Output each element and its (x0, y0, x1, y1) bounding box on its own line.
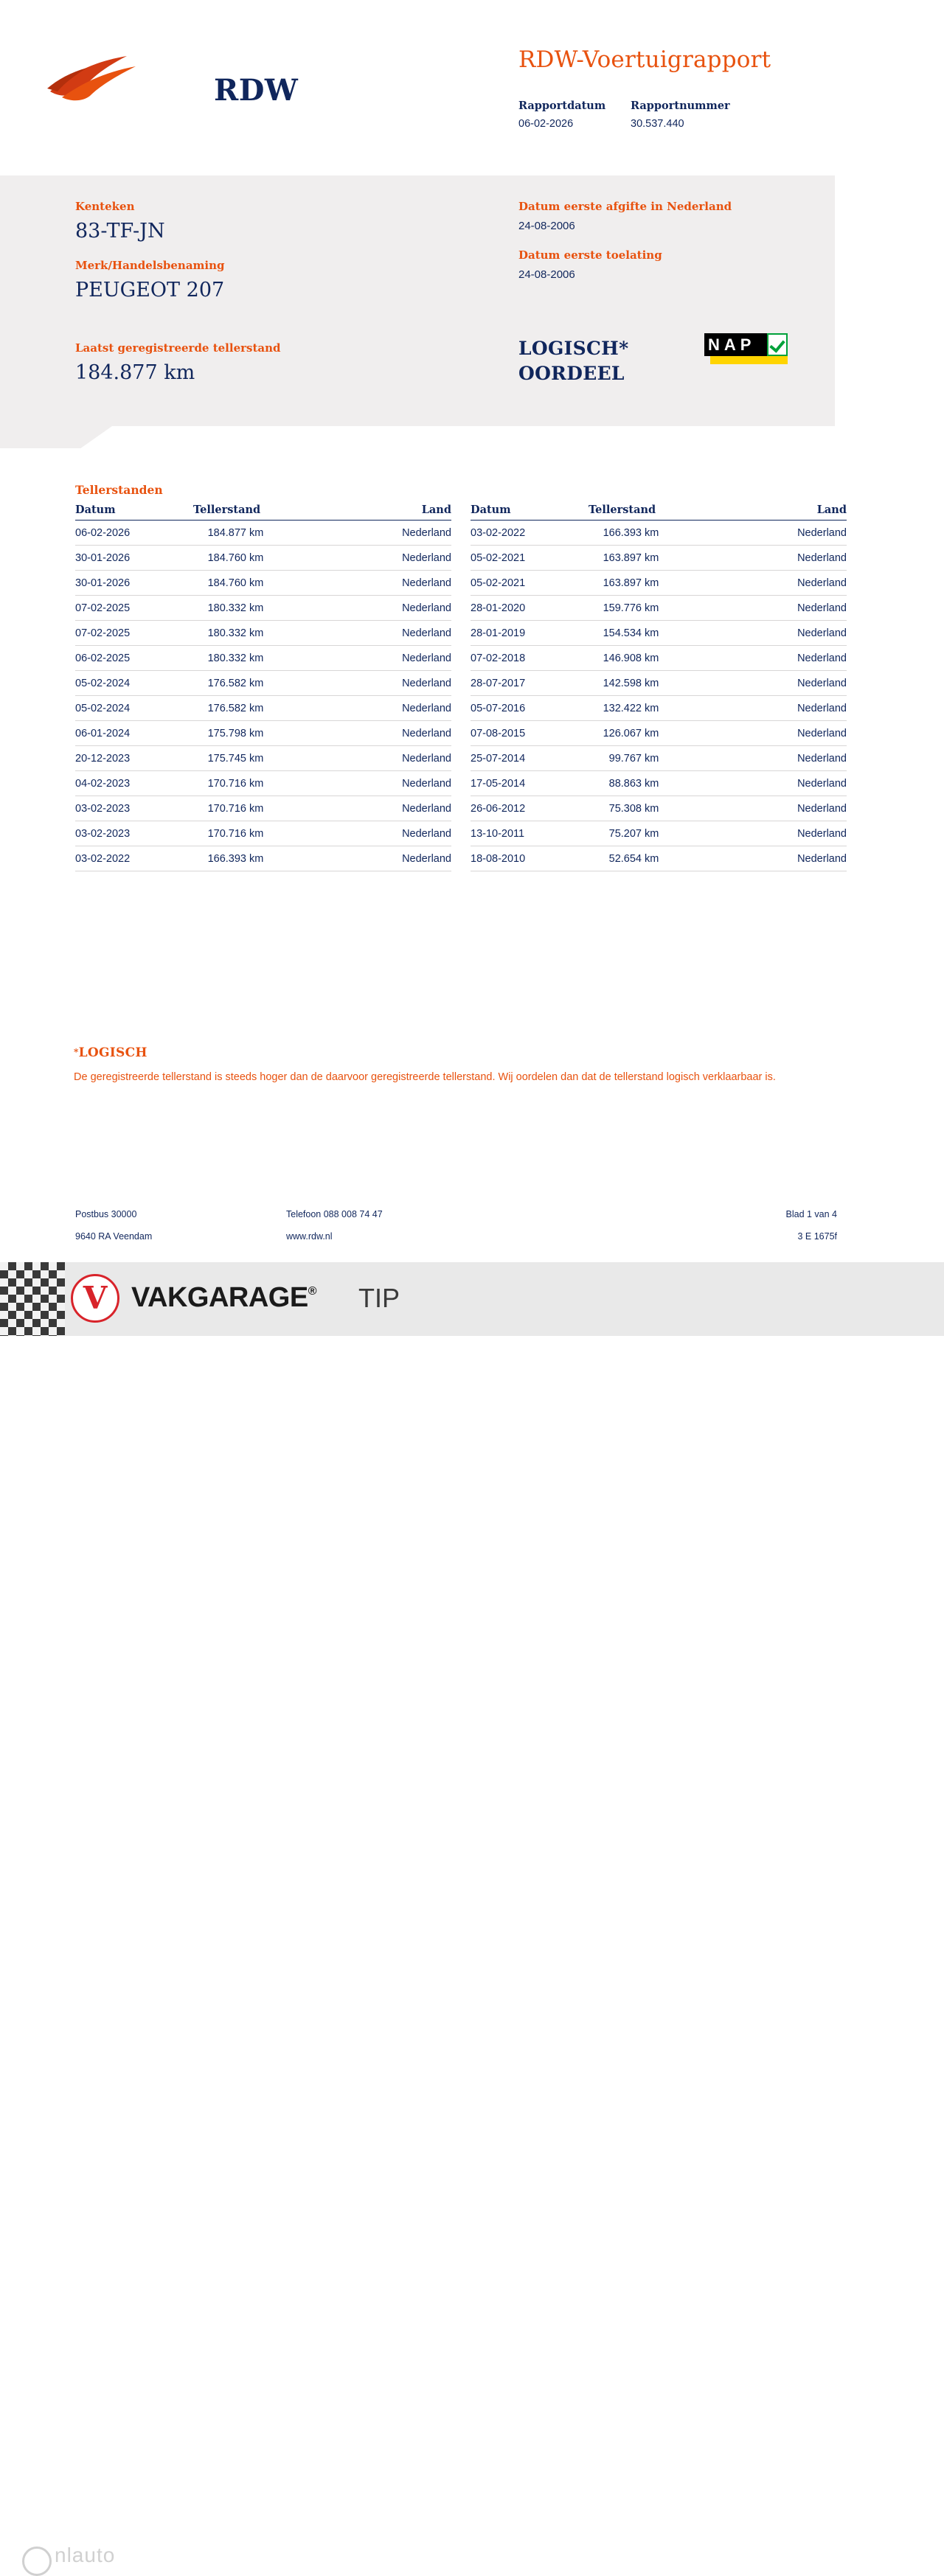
verdict-line-1: LOGISCH* (518, 338, 629, 359)
registered-mark: ® (308, 1285, 316, 1298)
footer-page-info: Blad 1 van 4 (785, 1209, 837, 1219)
table-row (471, 546, 847, 571)
cell-date: 05-02-2021 (471, 546, 589, 571)
table-row (471, 596, 847, 621)
table-row (75, 846, 451, 871)
odometer-table-left (75, 504, 451, 871)
cell-date: 30-01-2026 (75, 546, 193, 571)
first-issue-block (518, 200, 732, 232)
footer-website-link[interactable]: www.rdw.nl (286, 1231, 333, 1242)
vakgarage-wordmark (131, 1282, 316, 1314)
licence-block (75, 200, 225, 243)
table-row (75, 571, 451, 596)
vakgarage-badge-icon (71, 1274, 119, 1323)
cell-reading: 132.422 km (589, 696, 729, 721)
last-odometer-block (75, 341, 281, 384)
footnote-star: * (74, 1047, 79, 1057)
cell-country: Nederland (729, 746, 847, 771)
check-icon (767, 333, 788, 356)
table-row (471, 846, 847, 871)
cell-country: Nederland (333, 846, 451, 871)
column-header-country: Land (333, 504, 451, 521)
cell-reading: 184.877 km (193, 521, 333, 546)
footnote-body: De geregistreerde tellerstand is steeds hoger dan de daarvoor geregistreerde tellerstand. Wij oordelen dan dat de tellerstand logisch verklaarbaar is. (74, 1071, 776, 1083)
cell-country: Nederland (333, 796, 451, 821)
table-row (75, 671, 451, 696)
cell-country: Nederland (729, 546, 847, 571)
cell-reading: 180.332 km (193, 621, 333, 646)
footnote (74, 1045, 811, 1086)
table-row (75, 696, 451, 721)
cell-reading: 175.745 km (193, 746, 333, 771)
table-row (471, 521, 847, 546)
cell-date: 25-07-2014 (471, 746, 589, 771)
cell-country: Nederland (729, 671, 847, 696)
vehicle-summary-panel (0, 175, 835, 426)
footnote-title (74, 1045, 811, 1060)
cell-reading: 180.332 km (193, 646, 333, 671)
cell-reading: 52.654 km (589, 846, 729, 871)
cell-date: 03-02-2023 (75, 796, 193, 821)
watermark-ring-icon (22, 2547, 52, 2576)
cell-reading: 163.897 km (589, 546, 729, 571)
cell-reading: 99.767 km (589, 746, 729, 771)
cell-reading: 170.716 km (193, 821, 333, 846)
cell-date: 03-02-2023 (75, 821, 193, 846)
cell-reading: 170.716 km (193, 771, 333, 796)
report-number-label: Rapportnummer (631, 100, 730, 112)
cell-country: Nederland (333, 571, 451, 596)
cell-country: Nederland (333, 546, 451, 571)
cell-reading: 75.308 km (589, 796, 729, 821)
table-row (471, 621, 847, 646)
cell-date: 06-02-2025 (75, 646, 193, 671)
cell-country: Nederland (729, 596, 847, 621)
table-row (75, 521, 451, 546)
licence-label: Kenteken (75, 200, 135, 213)
cell-date: 30-01-2026 (75, 571, 193, 596)
table-row (471, 571, 847, 596)
table-row (75, 821, 451, 846)
cell-country: Nederland (333, 521, 451, 546)
table-row (75, 596, 451, 621)
rdw-logo (46, 34, 299, 115)
footer-address-line-1: Postbus 30000 (75, 1209, 137, 1219)
nap-yellow-bar (710, 356, 788, 364)
cell-reading: 142.598 km (589, 671, 729, 696)
panel-notch (0, 426, 112, 448)
cell-reading: 166.393 km (193, 846, 333, 871)
table-header-row (471, 504, 847, 521)
report-number-value: 30.537.440 (631, 118, 684, 130)
cell-date: 07-02-2025 (75, 621, 193, 646)
table-row (471, 696, 847, 721)
cell-country: Nederland (333, 646, 451, 671)
section-title-odometer-readings: Tellerstanden (75, 483, 163, 497)
cell-reading: 184.760 km (193, 546, 333, 571)
verdict-line-2: OORDEEL (518, 362, 625, 384)
cell-country: Nederland (729, 796, 847, 821)
cell-date: 20-12-2023 (75, 746, 193, 771)
cell-reading: 126.067 km (589, 721, 729, 746)
table-row (471, 746, 847, 771)
first-issue-label: Datum eerste afgifte in Nederland (518, 200, 732, 213)
cell-reading: 180.332 km (193, 596, 333, 621)
cell-reading: 154.534 km (589, 621, 729, 646)
last-odometer-value: 184.877 km (75, 361, 195, 384)
checkered-flag-pattern (0, 1262, 65, 1336)
report-date-value: 06-02-2026 (518, 118, 574, 130)
cell-date: 05-02-2021 (471, 571, 589, 596)
footer-address-line-2: 9640 RA Veendam (75, 1231, 153, 1242)
cell-date: 28-07-2017 (471, 671, 589, 696)
table-row (75, 746, 451, 771)
cell-date: 03-02-2022 (471, 521, 589, 546)
column-header-reading: Tellerstand (589, 504, 729, 521)
footnote-title-text: LOGISCH (78, 1045, 148, 1060)
cell-country: Nederland (333, 746, 451, 771)
table-row (75, 621, 451, 646)
first-issue-value: 24-08-2006 (518, 220, 575, 232)
cell-reading: 175.798 km (193, 721, 333, 746)
report-date-label: Rapportdatum (518, 100, 606, 112)
table-row (75, 721, 451, 746)
cell-date: 28-01-2020 (471, 596, 589, 621)
cell-reading: 88.863 km (589, 771, 729, 796)
column-header-country: Land (729, 504, 847, 521)
brand-label: Merk/Handelsbenaming (75, 259, 225, 272)
brand-value: PEUGEOT 207 (75, 279, 225, 302)
cell-date: 06-01-2024 (75, 721, 193, 746)
first-admission-block (518, 248, 732, 281)
cell-country: Nederland (729, 621, 847, 646)
vakgarage-banner (0, 1262, 944, 2566)
table-row (471, 771, 847, 796)
cell-date: 04-02-2023 (75, 771, 193, 796)
watermark-text: nlauto (55, 2544, 116, 2566)
table-row (471, 671, 847, 696)
table-row (75, 646, 451, 671)
cell-country: Nederland (729, 771, 847, 796)
cell-country: Nederland (729, 721, 847, 746)
cell-country: Nederland (729, 821, 847, 846)
report-number-block (631, 100, 800, 130)
cell-date: 07-02-2018 (471, 646, 589, 671)
column-header-date: Datum (471, 504, 589, 521)
rdw-wordmark: RDW (214, 73, 299, 108)
registration-dates-block (518, 200, 732, 297)
cell-country: Nederland (333, 771, 451, 796)
nap-letters: NAP (708, 335, 756, 354)
table-row (471, 721, 847, 746)
last-odometer-label: Laatst geregistreerde tellerstand (75, 341, 281, 355)
table-row (75, 546, 451, 571)
licence-value: 83-TF-JN (75, 220, 165, 243)
vehicle-identity-block (75, 200, 225, 318)
cell-reading: 146.908 km (589, 646, 729, 671)
cell-country: Nederland (333, 621, 451, 646)
cell-country: Nederland (333, 696, 451, 721)
first-admission-value: 24-08-2006 (518, 268, 575, 281)
report-date-block (518, 100, 631, 130)
cell-reading: 75.207 km (589, 821, 729, 846)
cell-date: 26-06-2012 (471, 796, 589, 821)
cell-reading: 176.582 km (193, 696, 333, 721)
cell-country: Nederland (729, 846, 847, 871)
cell-country: Nederland (729, 571, 847, 596)
odometer-table-left-body (75, 521, 451, 871)
footer-phone: Telefoon 088 008 74 47 (286, 1209, 383, 1219)
table-row (471, 796, 847, 821)
odometer-table-right-body (471, 521, 847, 871)
cell-reading: 163.897 km (589, 571, 729, 596)
first-admission-label: Datum eerste toelating (518, 248, 662, 262)
table-row (75, 796, 451, 821)
page-title: RDW-Voertuigrapport (518, 46, 771, 73)
cell-reading: 166.393 km (589, 521, 729, 546)
table-row (75, 771, 451, 796)
cell-reading: 184.760 km (193, 571, 333, 596)
brand-block (75, 259, 225, 302)
cell-date: 05-02-2024 (75, 696, 193, 721)
cell-date: 07-08-2015 (471, 721, 589, 746)
vakgarage-brand-text: VAKGARAGE (131, 1282, 308, 1313)
cell-reading: 176.582 km (193, 671, 333, 696)
column-header-reading: Tellerstand (193, 504, 333, 521)
cell-country: Nederland (333, 671, 451, 696)
cell-reading: 170.716 km (193, 796, 333, 821)
nap-logo (704, 333, 788, 364)
cell-country: Nederland (729, 696, 847, 721)
document-header (0, 0, 944, 175)
page-footer-row-2 (0, 1231, 944, 1253)
cell-date: 06-02-2026 (75, 521, 193, 546)
verdict-text (518, 336, 628, 386)
cell-date: 28-01-2019 (471, 621, 589, 646)
footer-doc-code: 3 E 1675f (797, 1231, 837, 1242)
cell-date: 07-02-2025 (75, 596, 193, 621)
page-footer (0, 1209, 944, 1253)
table-row (471, 821, 847, 846)
cell-date: 17-05-2014 (471, 771, 589, 796)
table-row (471, 646, 847, 671)
cell-country: Nederland (333, 821, 451, 846)
cell-date: 05-02-2024 (75, 671, 193, 696)
cell-reading: 159.776 km (589, 596, 729, 621)
odometer-table-right (471, 504, 847, 871)
cell-date: 18-08-2010 (471, 846, 589, 871)
cell-country: Nederland (729, 521, 847, 546)
page-footer-row-1 (0, 1209, 944, 1231)
rdw-feather-icon (46, 50, 156, 103)
table-header-row (75, 504, 451, 521)
vakgarage-tip-text: TIP (358, 1283, 400, 1313)
column-header-date: Datum (75, 504, 193, 521)
cell-country: Nederland (729, 646, 847, 671)
cell-country: Nederland (333, 721, 451, 746)
cell-country: Nederland (333, 596, 451, 621)
cell-date: 13-10-2011 (471, 821, 589, 846)
cell-date: 03-02-2022 (75, 846, 193, 871)
cell-date: 05-07-2016 (471, 696, 589, 721)
report-meta (518, 100, 858, 130)
